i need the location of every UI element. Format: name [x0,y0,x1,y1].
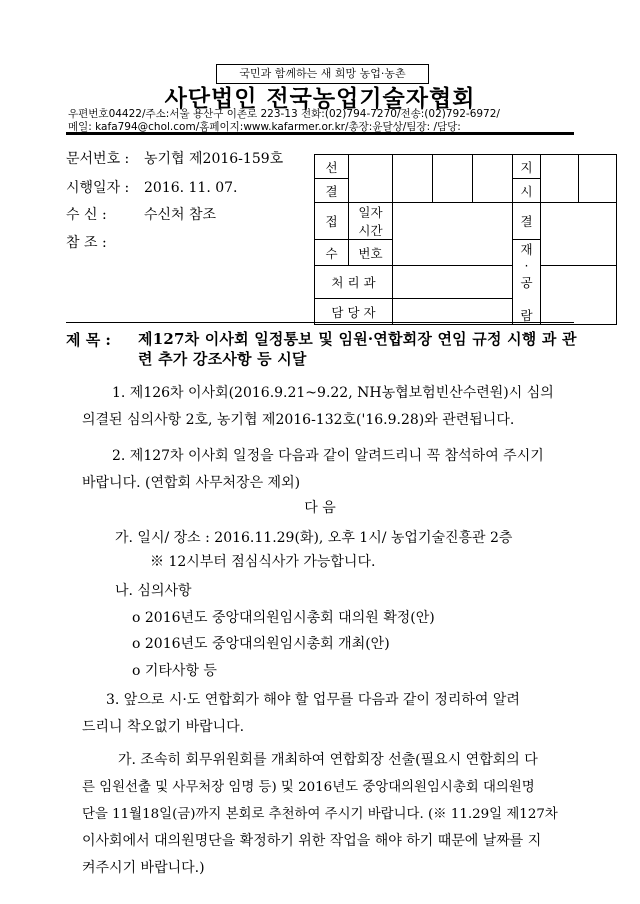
item-ga: 가. 일시/ 장소 : 2016.11.29(화), 오후 1시/ 농업기술진흥관 2층 [115,530,513,546]
approval-cell: 결 [315,179,349,203]
subject-label: 제 목 : [66,331,111,349]
approval-cell-vertical: 재 · 공 람 [513,240,541,325]
paragraph-2-line-1: 2. 제127차 이사회 일정을 다음과 같이 알려드리니 꼭 참석하여 주시기 [112,448,544,464]
header-rule-thin [66,134,574,135]
approval-cell: 번호 [349,240,393,266]
recipient-row [66,204,216,224]
approval-cell: 접 [315,203,349,240]
contact-line-2: 메일: kafa794@chol.com/홈페이지:www.kafarmer.or.kr/총장:윤달상/팀장: /담당: [68,121,461,133]
paragraph-4-line-3: 단을 11월18일(금)까지 본회로 추천하여 주시기 바랍니다. (※ 11.29일 제127차 [82,807,558,822]
paragraph-3-line-1: 3. 앞으로 시·도 연합회가 해야 할 업무를 다음과 같이 정리하여 알려 [106,692,520,708]
approval-cell: 지 [513,155,541,179]
paragraph-4-line-2: 른 임원선출 및 사무처장 임명 등) 및 2016년도 중앙대의원임시총회 대의원명 [82,780,535,795]
document-number: 농기협 제2016-159호 [144,151,284,167]
approval-cell: 처 리 과 [315,266,393,299]
paragraph-1-line-2: 의결된 심의사항 2호, 농기협 제2016-132호('16.9.28)와 관련됩니다. [82,412,515,428]
recipient: 수신처 참조 [144,207,217,223]
organization-name: 사단법인 전국농업기술자협회 [164,86,476,112]
item-ga-note: ※ 12시부터 점심식사가 가능합니다. [150,554,376,570]
subject-rule [66,322,574,323]
paragraph-4-line-1: 가. 조속히 회무위원회를 개최하여 연합회장 선출(필요시 연합회의 다 [118,752,538,768]
approval-cell: 시 [513,179,541,203]
reference-label: 참 조 : [66,235,107,251]
contact-line-1: 우편번호04422/주소:서울 용산구 이촌로 223-13 전화:(02)794-7270/전송:(02)792-6972/ [68,108,500,120]
approval-cell: 일자 시간 [349,203,393,240]
paragraph-1-line-1: 1. 제126차 이사회(2016.9.21~9.22, NH농협보험빈산수련원)시 심의 [112,385,554,401]
paragraph-4-line-4: 이사회에서 대의원명단을 확정하기 위한 작업을 해야 하기 때문에 날짜를 지 [82,833,542,849]
paragraph-4-line-5: 켜주시기 바랍니다.) [82,860,205,876]
approval-cell: 담 당 자 [315,299,393,325]
agenda-item-3: o 기타사항 등 [132,663,217,679]
heading-following: 다 음 [304,500,336,516]
date-label: 시행일자 : [66,180,130,196]
document-number-label: 문서번호 : [66,151,130,167]
document-number-row [66,148,283,168]
approval-cell: 수 [315,240,349,266]
approval-cell: 결 [513,203,541,240]
paragraph-2-line-2: 바랍니다. (연합회 사무처장은 제외) [82,475,301,491]
issue-date: 2016. 11. 07. [144,180,238,196]
slogan-box: 국민과 함께하는 새 희망 농업·농촌 [216,64,429,84]
agenda-item-1: o 2016년도 중앙대의원임시총회 대의원 확정(안) [132,610,435,626]
agenda-item-2: o 2016년도 중앙대의원임시총회 개최(안) [132,636,390,652]
date-row [66,177,238,197]
paragraph-3-line-2: 드리니 착오없기 바랍니다. [82,719,245,735]
item-na: 나. 심의사항 [115,583,192,599]
subject-text: 제127차 이사회 일정통보 및 임원·연합회장 연임 규정 시행 과 관련 추가 강조사항 등 시달 [138,330,577,368]
approval-cell: 선 [315,155,349,179]
reference-row [66,232,144,252]
approval-grid [314,154,617,325]
recipient-label: 수 신 : [66,207,107,223]
